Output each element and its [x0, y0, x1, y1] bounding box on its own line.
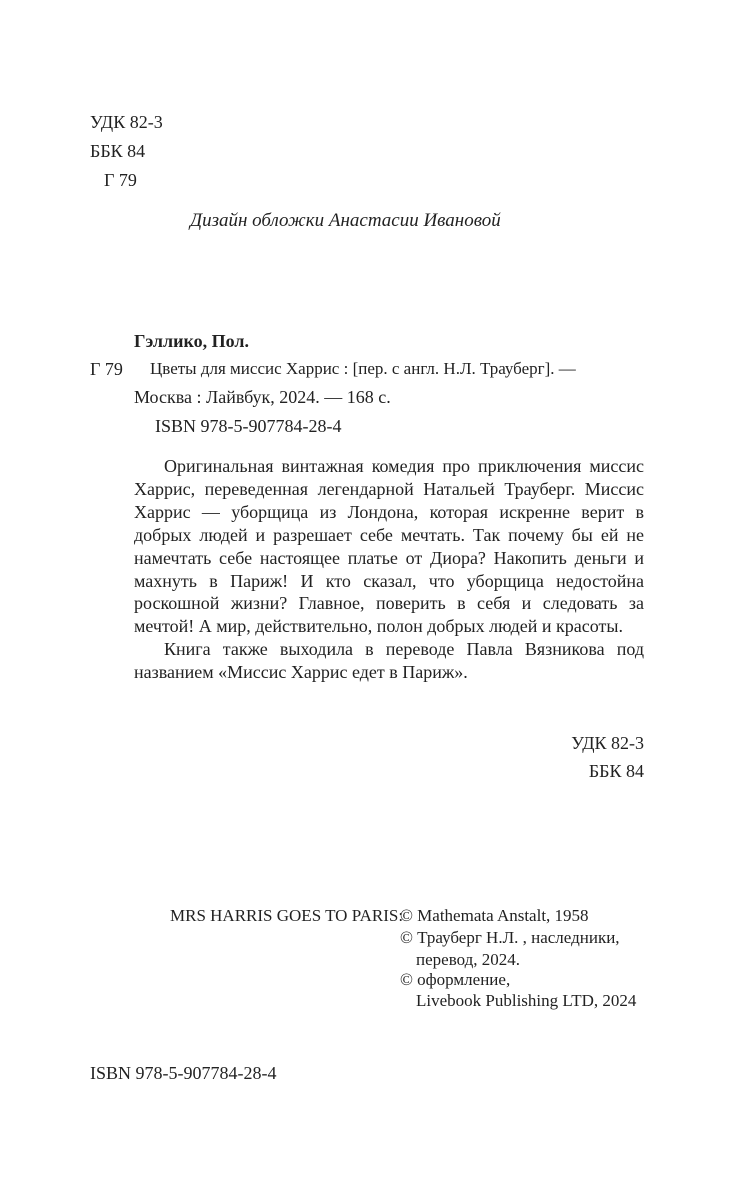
- copyright-line-5: Livebook Publishing LTD, 2024: [416, 991, 637, 1010]
- bbk-code-bottom: ББК 84: [588, 761, 644, 781]
- catalog-isbn: ISBN 978-5-907784-28-4: [155, 416, 342, 436]
- udk-code-top: УДК 82-3: [90, 112, 163, 132]
- catalog-author: Гэллико, Пол.: [134, 331, 249, 351]
- annotation-paragraph-1: Оригинальная винтажная комедия про приключения миссис Харрис, переведенная легендарной Натальей Трауберг. Миссис Харрис — уборщица из Лондона, которая искренне верит в добрых людей и разрешает себе мечтать. Так почему бы ей не намечтать себе настоящее платье от Диора? Накопить деньги и махнуть в Париж! И кто сказал, что уборщица недостойна роскошной жизни? Главное, поверить в себя и следовать за мечтой! А мир, действительно, полон добрых людей и красоты.: [134, 456, 644, 637]
- copyright-line-4: © оформление,: [400, 970, 511, 989]
- footer-isbn: ISBN 978-5-907784-28-4: [90, 1063, 277, 1083]
- annotation-paragraph-2: Книга также выходила в переводе Павла Вязникова под названием «Миссис Харрис едет в Париж».: [134, 639, 644, 683]
- original-title: MRS HARRIS GOES TO PARIS:: [170, 906, 404, 925]
- author-mark-top: Г 79: [104, 170, 137, 190]
- copyright-line-1: © Mathemata Anstalt, 1958: [400, 906, 589, 925]
- copyright-line-3: перевод, 2024.: [416, 950, 521, 969]
- copyright-line-2: © Трауберг Н.Л. , наследники,: [400, 928, 620, 947]
- bbk-code-top: ББК 84: [90, 141, 146, 161]
- catalog-imprint-line: Москва : Лайвбук, 2024. — 168 с.: [134, 387, 391, 407]
- catalog-title-line: Цветы для миссис Харрис : [пер. с англ. Н.Л. Трауберг]. —: [150, 359, 576, 378]
- udk-code-bottom: УДК 82-3: [571, 733, 644, 753]
- cover-design-credit: Дизайн обложки Анастасии Ивановой: [190, 210, 501, 231]
- catalog-mark: Г 79: [90, 359, 123, 379]
- annotation: [134, 455, 644, 684]
